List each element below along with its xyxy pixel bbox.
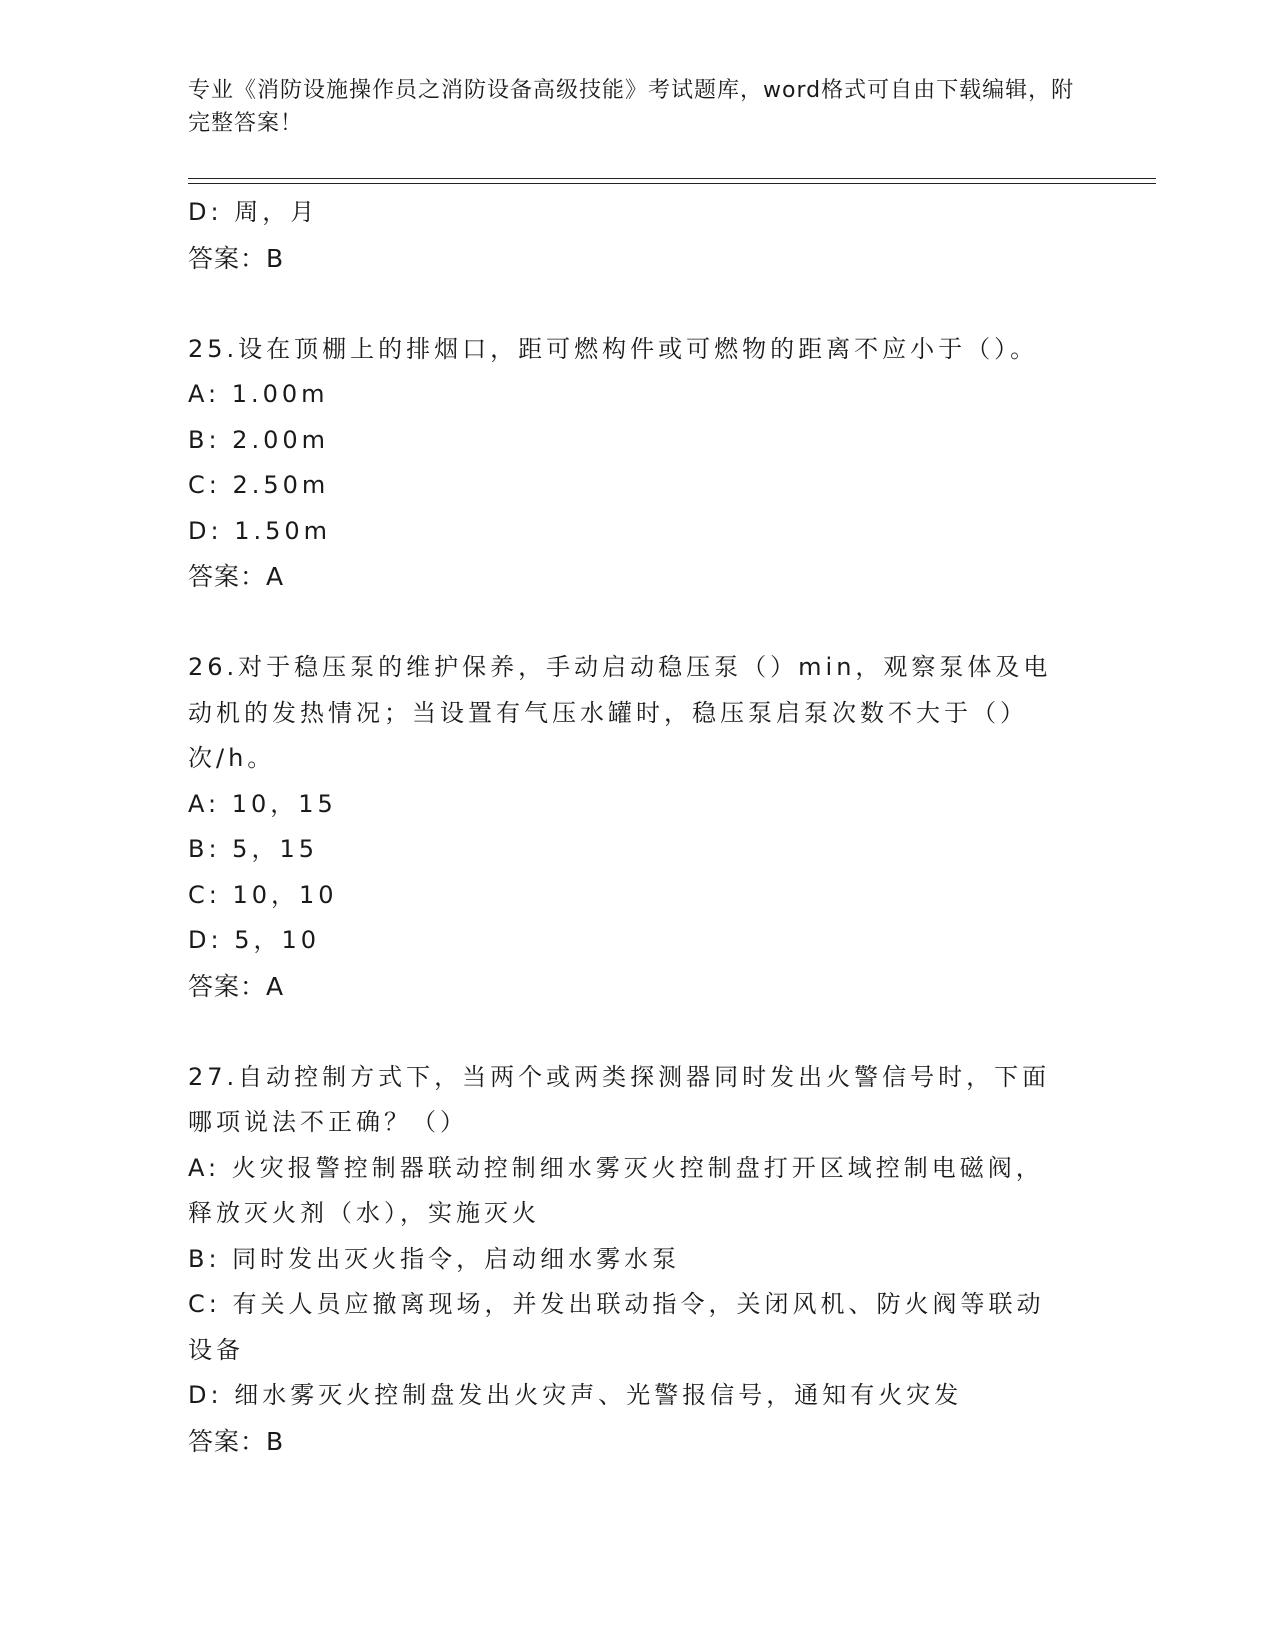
spacer	[188, 1009, 1088, 1055]
question-stem-line: 动机的发热情况；当设置有气压水罐时，稳压泵启泵次数不大于（）	[188, 698, 1028, 727]
answer-label: 答案：B	[188, 243, 285, 273]
option-a-line: 释放灭火剂（水），实施灭火	[188, 1199, 540, 1227]
option-b: B: 同时发出灭火指令，启动细水雾水泵	[188, 1244, 681, 1273]
option-d: D: 细水雾灭火控制盘发出火灾声、光警报信号，通知有火灾发	[188, 1381, 963, 1409]
option-b: B: 5，15	[188, 835, 318, 863]
question-stem: 25.设在顶棚上的排烟口，距可燃构件或可燃物的距离不应小于（）。	[188, 334, 1039, 363]
header-divider-top	[188, 178, 1156, 179]
option-d: D: 周，月	[188, 198, 319, 226]
spacer	[188, 281, 1088, 327]
question-stem-line: 27.自动控制方式下，当两个或两类探测器同时发出火警信号时，下面	[188, 1062, 1051, 1091]
option-c-line: 设备	[188, 1335, 244, 1364]
question-list	[188, 190, 1088, 1464]
option-d: D: 1.50m	[188, 516, 332, 545]
option-a-line: A: 火灾报警控制器联动控制细水雾灭火控制盘打开区域控制电磁阀，	[188, 1153, 1044, 1182]
option-c-line: C: 有关人员应撤离现场，并发出联动指令，关闭风机、防火阀等联动	[188, 1290, 1045, 1318]
option-c: C: 10，10	[188, 880, 338, 909]
question-stem-line: 26.对于稳压泵的维护保养，手动启动稳压泵（）min，观察泵体及电	[188, 653, 1052, 681]
option-d: D: 5，10	[188, 926, 321, 954]
option-b: B: 2.00m	[188, 425, 329, 454]
header-divider-bottom	[188, 183, 1156, 184]
question-stem-line: 次/h。	[188, 744, 276, 772]
spacer	[188, 600, 1088, 646]
answer-label: 答案：B	[188, 1426, 285, 1456]
answer-label: 答案：A	[188, 562, 285, 591]
page-header: 专业《消防设施操作员之消防设备高级技能》考试题库，word格式可自由下载编辑，附完整答案！	[188, 78, 1075, 136]
option-a: A: 1.00m	[188, 380, 329, 408]
option-c: C: 2.50m	[188, 471, 330, 499]
answer-label: 答案：A	[188, 971, 285, 1001]
option-a: A: 10，15	[188, 789, 337, 818]
question-stem-line: 哪项说法不正确？（）	[188, 1108, 468, 1136]
